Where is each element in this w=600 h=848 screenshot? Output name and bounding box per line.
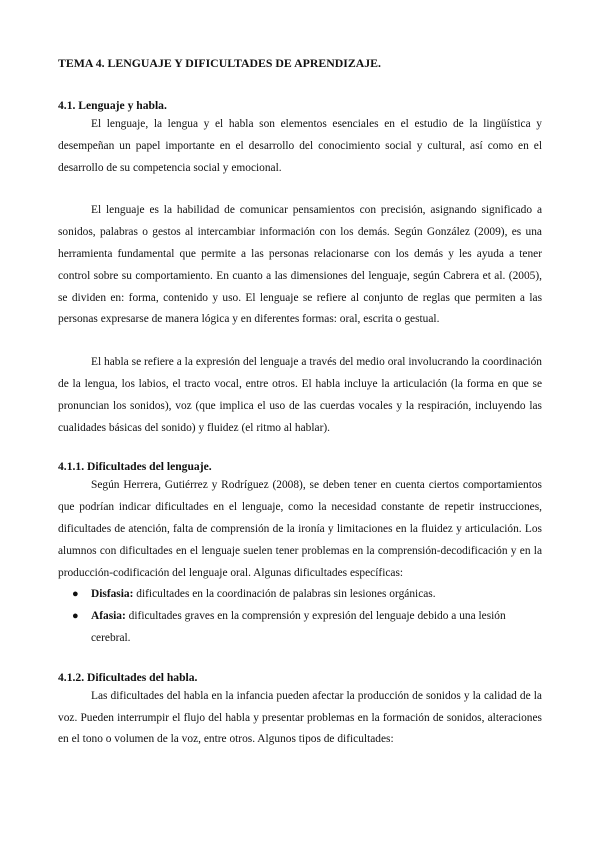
section-heading-4-1-1: 4.1.1. Dificultades del lenguaje. bbox=[58, 460, 212, 474]
section-heading-4-1: 4.1. Lenguaje y habla. bbox=[58, 99, 167, 112]
paragraph: El habla se refiere a la expresión del lenguaje a través del medio oral involucrando la coordinación de la lengua, los labios, el tracto vocal, entre otros. El habla incluye la articulación (la forma en que se pronuncian los sonidos), voz (que implica el uso de las cuerdas vocales y la respiración, incluyendo las cualidades básicas del sonido) y fluidez (el ritmo al hablar). bbox=[58, 356, 542, 434]
paragraph: El lenguaje es la habilidad de comunicar pensamientos con precisión, asignando significado a sonidos, palabras o gestos al intercambiar información con los demás. Según González (2009), es una herramienta fundamental que permite a las personas relacionarse con los demás y les ayuda a tener control sobre su comportamiento. En cuanto a las dimensiones del lenguaje, según Cabrera et al. (2005), se dividen en: forma, contenido y uso. El lenguaje se refiere al conjunto de reglas que permiten a las personas expresarse de manera lógica y en diferentes formas: oral, escrita o gestual. bbox=[58, 204, 542, 326]
difficulties-list bbox=[58, 584, 542, 649]
term-description: dificultades en la coordinación de palabras sin lesiones orgánicas. bbox=[133, 588, 436, 601]
term-label: Afasia: bbox=[91, 610, 126, 623]
term-label: Disfasia: bbox=[91, 588, 134, 601]
list-item bbox=[58, 606, 542, 650]
bullet-icon: ● bbox=[72, 610, 79, 623]
paragraph: Las dificultades del habla en la infancia pueden afectar la producción de sonidos y la calidad de la voz. Pueden interrumpir el flujo del habla y presentar problemas en la formación de sonidos, alteraciones en el tono o volumen de la voz, entre otros. Algunos tipos de dificultades: bbox=[58, 689, 542, 746]
paragraph: Según Herrera, Gutiérrez y Rodríguez (2008), se deben tener en cuenta ciertos comportamientos que podrían indicar dificultades en el lenguaje, como la necesidad constante de repetir instrucciones, dificultades de atención, falta de comprensión de la ironía y limitaciones en la fluidez y articulación. Los alumnos con dificultades en el lenguaje suelen tener problemas en la comprensión-decodificación y en la producción-codificación del lenguaje oral. Algunas dificultades específicas: bbox=[58, 479, 542, 579]
paragraph: El lenguaje, la lengua y el habla son elementos esenciales en el estudio de la lingüística y desempeñan un papel importante en el desarrollo del conocimiento social y cultural, así como en el desarrollo de su competencia social y emocional. bbox=[58, 118, 542, 174]
list-item bbox=[58, 584, 542, 606]
bullet-icon: ● bbox=[72, 588, 79, 601]
section-heading-4-1-2: 4.1.2. Dificultades del habla. bbox=[58, 670, 198, 684]
document-title: TEMA 4. LENGUAJE Y DIFICULTADES DE APRENDIZAJE. bbox=[58, 56, 381, 70]
term-description: dificultades graves en la comprensión y expresión del lenguaje debido a una lesión cerebral. bbox=[91, 610, 506, 644]
document-content bbox=[58, 55, 542, 751]
